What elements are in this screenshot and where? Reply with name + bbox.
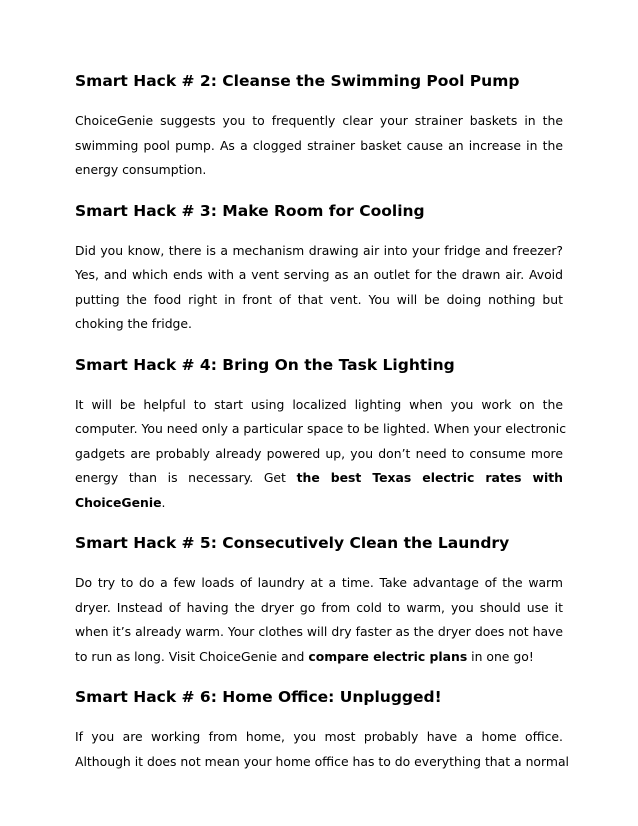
- paragraph-line: [75, 466, 563, 491]
- paragraph-line: Yes, and which ends with a vent serving as an outlet for the drawn air. Avoid: [75, 267, 563, 282]
- paragraph-line: It will be helpful to start using localized lighting when you work on the: [75, 396, 563, 412]
- section-paragraph: [75, 109, 563, 183]
- paragraph-line: dryer. Instead of having the dryer go from cold to warm, you should use it: [75, 599, 563, 615]
- paragraph-line: when it’s already warm. Your clothes will dry faster as the dryer does not have: [75, 624, 563, 639]
- paragraph-line: If you are working from home, you most probably have a home office.: [75, 729, 563, 744]
- section-heading: Smart Hack # 3: Make Room for Cooling: [75, 201, 425, 220]
- line-text: .: [161, 494, 166, 510]
- paragraph-line: [75, 491, 563, 516]
- paragraph-line: choking the fridge.: [75, 316, 192, 331]
- paragraph-line: Did you know, there is a mechanism drawing air into your fridge and freezer?: [75, 242, 563, 258]
- choicegenie-link-text[interactable]: ChoiceGenie: [75, 494, 162, 510]
- paragraph-line: computer. You need only a particular space to be lighted. When your electronic: [75, 421, 567, 436]
- section-heading: Smart Hack # 4: Bring On the Task Lighting: [75, 355, 455, 374]
- section-heading: Smart Hack # 6: Home Office: Unplugged!: [75, 688, 442, 706]
- section-paragraph: [75, 393, 567, 516]
- section-hack-5: [75, 533, 563, 669]
- line-text: to run as long. Visit ChoiceGenie and: [75, 648, 309, 664]
- paragraph-line: Do try to do a few loads of laundry at a time. Take advantage of the warm: [75, 575, 563, 590]
- paragraph-line: Although it does not mean your home office has to do everything that a normal: [75, 753, 569, 769]
- paragraph-line: gadgets are probably already powered up, you don’t need to consume more: [75, 445, 563, 461]
- section-paragraph: [75, 725, 569, 774]
- rates-link-text[interactable]: the best Texas electric rates with: [296, 470, 563, 485]
- section-paragraph: [75, 571, 563, 669]
- paragraph-line: ChoiceGenie suggests you to frequently clear your strainer baskets in the: [75, 113, 563, 128]
- section-hack-6: [75, 687, 569, 774]
- line-text: energy than is necessary. Get: [75, 470, 297, 485]
- section-hack-2: [75, 71, 563, 183]
- paragraph-line: energy consumption.: [75, 162, 207, 177]
- line-text: in one go!: [467, 648, 534, 664]
- compare-plans-link-text[interactable]: compare electric plans: [308, 648, 468, 664]
- section-hack-4: [75, 355, 567, 516]
- section-heading: Smart Hack # 2: Cleanse the Swimming Pool Pump: [75, 72, 520, 90]
- paragraph-line: putting the food right in front of that vent. You will be doing nothing but: [75, 291, 563, 307]
- paragraph-line: swimming pool pump. As a clogged strainer basket cause an increase in the: [75, 137, 563, 153]
- section-hack-3: [75, 201, 563, 337]
- paragraph-line: [75, 645, 563, 670]
- section-paragraph: [75, 239, 563, 337]
- section-heading: Smart Hack # 5: Consecutively Clean the Laundry: [75, 534, 510, 552]
